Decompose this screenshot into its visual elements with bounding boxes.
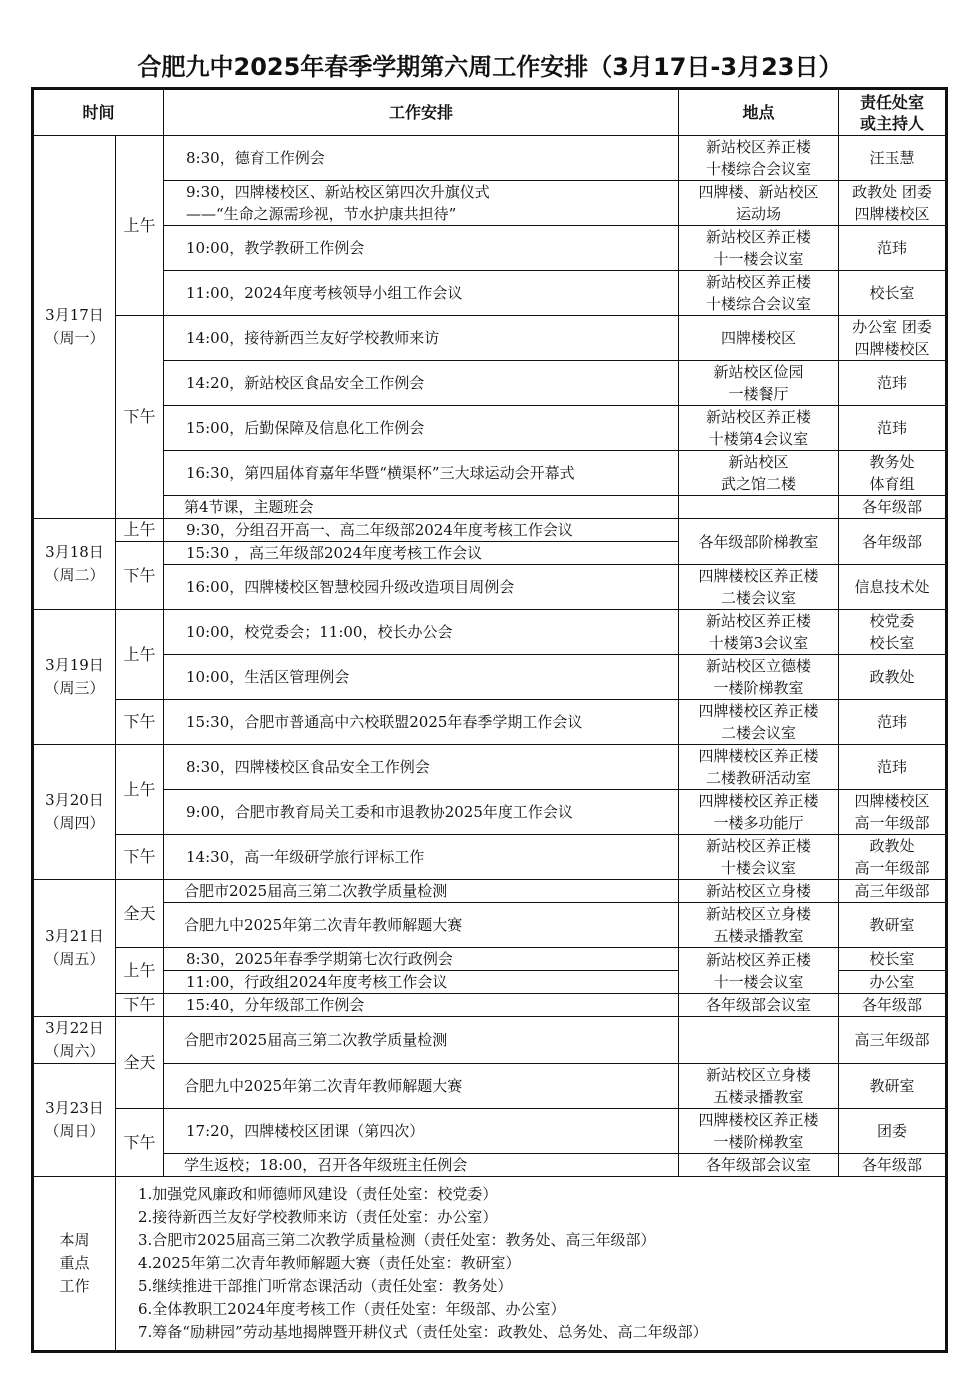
table-row	[33, 565, 947, 610]
table-row	[33, 880, 947, 903]
responsible-cell: 范玮	[839, 700, 947, 745]
period-pm: 下午	[116, 542, 164, 610]
responsible-line: 政教处	[869, 837, 915, 855]
work-item: 8:30，四牌楼校区食品安全工作例会	[164, 745, 679, 790]
summary-item: 7.筹备“励耕园”劳动基地揭牌暨开耕仪式（责任处室：政教处、总务处、高二年级部）	[138, 1323, 708, 1341]
location-cell: 各年级部会议室	[679, 994, 839, 1017]
responsible-cell: 高三年级部	[839, 1017, 947, 1064]
table-row	[33, 496, 947, 519]
work-item: 合肥九中2025年第二次青年教师解题大赛	[164, 1064, 679, 1109]
summary-item: 4.2025年第二次青年教师解题大赛（责任处室：教研室）	[138, 1254, 521, 1272]
location-line: 新站校区	[728, 453, 789, 471]
location-cell	[679, 451, 839, 496]
summary-label-line: 工作	[59, 1277, 90, 1295]
location-cell	[679, 361, 839, 406]
location-line: 一楼阶梯教室	[713, 679, 804, 697]
location-line: 二楼会议室	[721, 589, 797, 607]
table-row	[33, 700, 947, 745]
location-line: 新站校区养正楼	[706, 273, 812, 291]
location-cell	[679, 136, 839, 181]
location-cell	[679, 271, 839, 316]
summary-item: 6.全体教职工2024年度考核工作（责任处室：年级部、办公室）	[138, 1300, 566, 1318]
location-line: 四牌楼、新站校区	[698, 183, 819, 201]
location-line: 武之馆二楼	[721, 475, 797, 493]
summary-list	[116, 1177, 947, 1352]
work-item: 8:30，德育工作例会	[164, 136, 679, 181]
responsible-line: 高一年级部	[854, 859, 930, 877]
location-line: 四牌楼校区养正楼	[698, 1111, 819, 1129]
location-line: 运动场	[736, 205, 782, 223]
location-cell: 各年级部阶梯教室	[679, 519, 839, 565]
work-item: 14:30，高一年级研学旅行评标工作	[164, 835, 679, 880]
table-row	[33, 1154, 947, 1177]
summary-label-line: 重点	[59, 1254, 90, 1272]
period-pm: 下午	[116, 316, 164, 519]
date-cell-sat	[33, 1017, 116, 1064]
period-am: 上午	[116, 610, 164, 700]
location-line: 新站校区养正楼	[706, 950, 812, 969]
table-row	[33, 745, 947, 790]
responsible-cell	[839, 610, 947, 655]
summary-row	[33, 1177, 947, 1352]
work-item: 16:00，四牌楼校区智慧校园升级改造项目周例会	[164, 565, 679, 610]
location-line: 五楼录播教室	[713, 927, 804, 945]
date-label: 3月17日	[45, 306, 104, 324]
weekday-label: （周五）	[44, 950, 105, 968]
table-row	[33, 1064, 947, 1109]
date-cell-mon	[33, 136, 116, 519]
summary-item: 1.加强党风廉政和师德师风建设（责任处室：校党委）	[138, 1185, 498, 1203]
location-cell	[679, 1109, 839, 1154]
work-item	[164, 181, 679, 226]
responsible-cell: 各年级部	[839, 519, 947, 565]
responsible-cell: 范玮	[839, 406, 947, 451]
date-label: 3月18日	[45, 543, 104, 561]
location-line: 十楼第4会议室	[708, 430, 809, 448]
location-cell: 四牌楼校区	[679, 316, 839, 361]
responsible-cell: 各年级部	[839, 994, 947, 1017]
work-item: 14:00，接待新西兰友好学校教师来访	[164, 316, 679, 361]
table-row	[33, 226, 947, 271]
period-pm: 下午	[116, 1109, 164, 1177]
responsible-line: 办公室 团委	[852, 318, 932, 336]
summary-label	[33, 1177, 116, 1352]
table-row	[33, 1017, 947, 1064]
location-line: 四牌楼校区养正楼	[698, 702, 819, 720]
period-am: 上午	[116, 745, 164, 835]
location-line: 十一楼会议室	[713, 972, 804, 991]
location-cell	[679, 610, 839, 655]
location-cell	[679, 655, 839, 700]
table-row	[33, 406, 947, 451]
date-label: 3月23日	[45, 1099, 104, 1117]
header-row	[33, 89, 947, 136]
responsible-cell: 范玮	[839, 361, 947, 406]
summary-item: 3.合肥市2025届高三第二次教学质量检测（责任处室：教务处、高三年级部）	[138, 1231, 656, 1249]
responsible-cell: 各年级部	[839, 1154, 947, 1177]
work-item: 17:20，四牌楼校区团课（第四次）	[164, 1109, 679, 1154]
table-row	[33, 271, 947, 316]
responsible-line: 校党委	[869, 612, 915, 630]
responsible-cell: 各年级部	[839, 496, 947, 519]
header-responsible	[839, 89, 947, 136]
location-line: 二楼会议室	[721, 724, 797, 742]
location-line: 一楼餐厅	[728, 385, 789, 403]
location-line: 一楼多功能厅	[713, 814, 804, 832]
work-item: 10:00，校党委会；11:00，校长办公会	[164, 610, 679, 655]
location-line: 新站校区养正楼	[706, 138, 812, 156]
location-line: 新站校区立身楼	[706, 905, 812, 923]
responsible-cell: 高三年级部	[839, 880, 947, 903]
location-cell: 新站校区立身楼	[679, 880, 839, 903]
location-cell	[679, 565, 839, 610]
location-line: 新站校区养正楼	[706, 408, 812, 426]
weekday-label: （周三）	[44, 679, 105, 697]
period-all-day: 全天	[116, 880, 164, 948]
location-line: 十一楼会议室	[713, 250, 804, 268]
work-item: 15:40，分年级部工作例会	[164, 994, 679, 1017]
table-row	[33, 361, 947, 406]
date-label: 3月21日	[45, 927, 104, 945]
table-row	[33, 655, 947, 700]
location-cell	[679, 496, 839, 519]
page-title: 合肥九中2025年春季学期第六周工作安排（3月17日-3月23日）	[137, 53, 843, 81]
weekday-label: （周四）	[44, 814, 105, 832]
location-line: 新站校区养正楼	[706, 837, 812, 855]
responsible-line: 高一年级部	[854, 814, 930, 832]
period-am: 上午	[116, 136, 164, 316]
date-cell-sun	[33, 1064, 116, 1177]
work-item: 15:30 ，高三年级部2024年度考核工作会议	[164, 542, 679, 565]
table-row	[33, 835, 947, 880]
location-line: 新站校区立身楼	[706, 1066, 812, 1084]
date-label: 3月19日	[45, 656, 104, 674]
location-cell	[679, 835, 839, 880]
location-cell	[679, 745, 839, 790]
responsible-cell	[839, 451, 947, 496]
responsible-line: 校长室	[869, 634, 915, 652]
weekday-label: （周六）	[44, 1042, 105, 1060]
work-item: 14:20，新站校区食品安全工作例会	[164, 361, 679, 406]
work-item: 9:30，分组召开高一、高二年级部2024年度考核工作会议	[164, 519, 679, 542]
header-work: 工作安排	[164, 89, 679, 136]
table-row	[33, 994, 947, 1017]
table-row	[33, 136, 947, 181]
location-line: 新站校区立德楼	[706, 657, 812, 675]
period-pm: 下午	[116, 835, 164, 880]
period-pm: 下午	[116, 994, 164, 1017]
location-cell	[679, 790, 839, 835]
date-label: 3月20日	[45, 791, 104, 809]
work-item: 第4节课，主题班会	[164, 496, 679, 519]
location-line: 四牌楼校区养正楼	[698, 792, 819, 810]
responsible-cell: 范玮	[839, 745, 947, 790]
location-line: 四牌楼校区养正楼	[698, 567, 819, 585]
responsible-cell: 校长室	[839, 948, 947, 971]
work-item: 11:00，行政组2024年度考核工作会议	[164, 971, 679, 994]
date-cell-tue	[33, 519, 116, 610]
responsible-cell: 教研室	[839, 903, 947, 948]
responsible-cell	[839, 181, 947, 226]
weekday-label: （周二）	[44, 566, 105, 584]
responsible-cell: 信息技术处	[839, 565, 947, 610]
header-responsible-line: 或主持人	[860, 113, 925, 133]
responsible-cell: 政教处	[839, 655, 947, 700]
location-cell	[679, 903, 839, 948]
header-location: 地点	[679, 89, 839, 136]
summary-label-line: 本周	[59, 1231, 90, 1249]
location-cell	[679, 226, 839, 271]
responsible-line: 政教处 团委	[852, 183, 932, 201]
responsible-cell: 校长室	[839, 271, 947, 316]
work-item: 合肥九中2025年第二次青年教师解题大赛	[164, 903, 679, 948]
work-line: 9:30，四牌楼校区、新站校区第四次升旗仪式	[186, 183, 490, 201]
header-time: 时间	[33, 89, 164, 136]
location-line: 新站校区养正楼	[706, 228, 812, 246]
period-am: 上午	[116, 519, 164, 542]
location-cell	[679, 700, 839, 745]
responsible-cell	[839, 316, 947, 361]
location-line: 新站校区俭园	[713, 363, 804, 381]
table-row	[33, 1109, 947, 1154]
header-responsible-line: 责任处室	[860, 92, 925, 112]
work-item: 合肥市2025届高三第二次教学质量检测	[164, 880, 679, 903]
work-item: 学生返校；18:00，召开各年级班主任例会	[164, 1154, 679, 1177]
table-row	[33, 948, 947, 971]
responsible-line: 体育组	[869, 475, 915, 493]
table-row	[33, 519, 947, 542]
responsible-line: 四牌楼校区	[854, 205, 930, 223]
location-cell	[679, 948, 839, 994]
work-item: 10:00，生活区管理例会	[164, 655, 679, 700]
work-item: 15:30，合肥市普通高中六校联盟2025年春季学期工作会议	[164, 700, 679, 745]
location-cell: 各年级部会议室	[679, 1154, 839, 1177]
weekday-label: （周一）	[44, 329, 105, 347]
responsible-line: 教务处	[869, 453, 915, 471]
work-item: 合肥市2025届高三第二次教学质量检测	[164, 1017, 679, 1064]
work-item: 15:00，后勤保障及信息化工作例会	[164, 406, 679, 451]
date-cell-fri	[33, 880, 116, 1017]
table-row	[33, 610, 947, 655]
responsible-cell: 教研室	[839, 1064, 947, 1109]
responsible-cell: 办公室	[839, 971, 947, 994]
table-row	[33, 903, 947, 948]
schedule-table	[31, 87, 948, 1353]
location-cell	[679, 406, 839, 451]
location-line: 四牌楼校区养正楼	[698, 747, 819, 765]
date-cell-thu	[33, 745, 116, 880]
table-row	[33, 451, 947, 496]
responsible-line: 四牌楼校区	[854, 340, 930, 358]
responsible-line: 四牌楼校区	[854, 792, 930, 810]
location-cell	[679, 1017, 839, 1064]
responsible-cell	[839, 835, 947, 880]
location-line: 十楼会议室	[721, 859, 797, 877]
work-item: 16:30，第四届体育嘉年华暨“横渠杯”三大球运动会开幕式	[164, 451, 679, 496]
period-all-day: 全天	[116, 1017, 164, 1109]
period-pm: 下午	[116, 700, 164, 745]
responsible-cell: 范玮	[839, 226, 947, 271]
location-line: 十楼综合会议室	[706, 160, 812, 178]
location-line: 五楼录播教室	[713, 1088, 804, 1106]
work-line: ——“生命之源需珍视，节水护康共担待”	[186, 205, 457, 223]
work-item: 10:00，教学教研工作例会	[164, 226, 679, 271]
location-line: 新站校区养正楼	[706, 612, 812, 630]
work-item: 11:00，2024年度考核领导小组工作会议	[164, 271, 679, 316]
period-am: 上午	[116, 948, 164, 994]
weekday-label: （周日）	[44, 1122, 105, 1140]
table-row	[33, 316, 947, 361]
location-line: 一楼阶梯教室	[713, 1133, 804, 1151]
responsible-cell: 汪玉慧	[839, 136, 947, 181]
summary-item: 5.继续推进干部推门听常态课活动（责任处室：教务处）	[138, 1277, 513, 1295]
table-row	[33, 790, 947, 835]
responsible-cell: 团委	[839, 1109, 947, 1154]
work-item: 8:30，2025年春季学期第七次行政例会	[164, 948, 679, 971]
location-cell	[679, 181, 839, 226]
location-line: 二楼教研活动室	[706, 769, 812, 787]
date-cell-wed	[33, 610, 116, 745]
work-item: 9:00，合肥市教育局关工委和市退教协2025年度工作会议	[164, 790, 679, 835]
responsible-cell	[839, 790, 947, 835]
location-line: 十楼第3会议室	[708, 634, 809, 652]
table-row	[33, 181, 947, 226]
summary-item: 2.接待新西兰友好学校教师来访（责任处室：办公室）	[138, 1208, 498, 1226]
location-cell	[679, 1064, 839, 1109]
location-line: 十楼综合会议室	[706, 295, 812, 313]
date-label: 3月22日	[45, 1019, 104, 1037]
